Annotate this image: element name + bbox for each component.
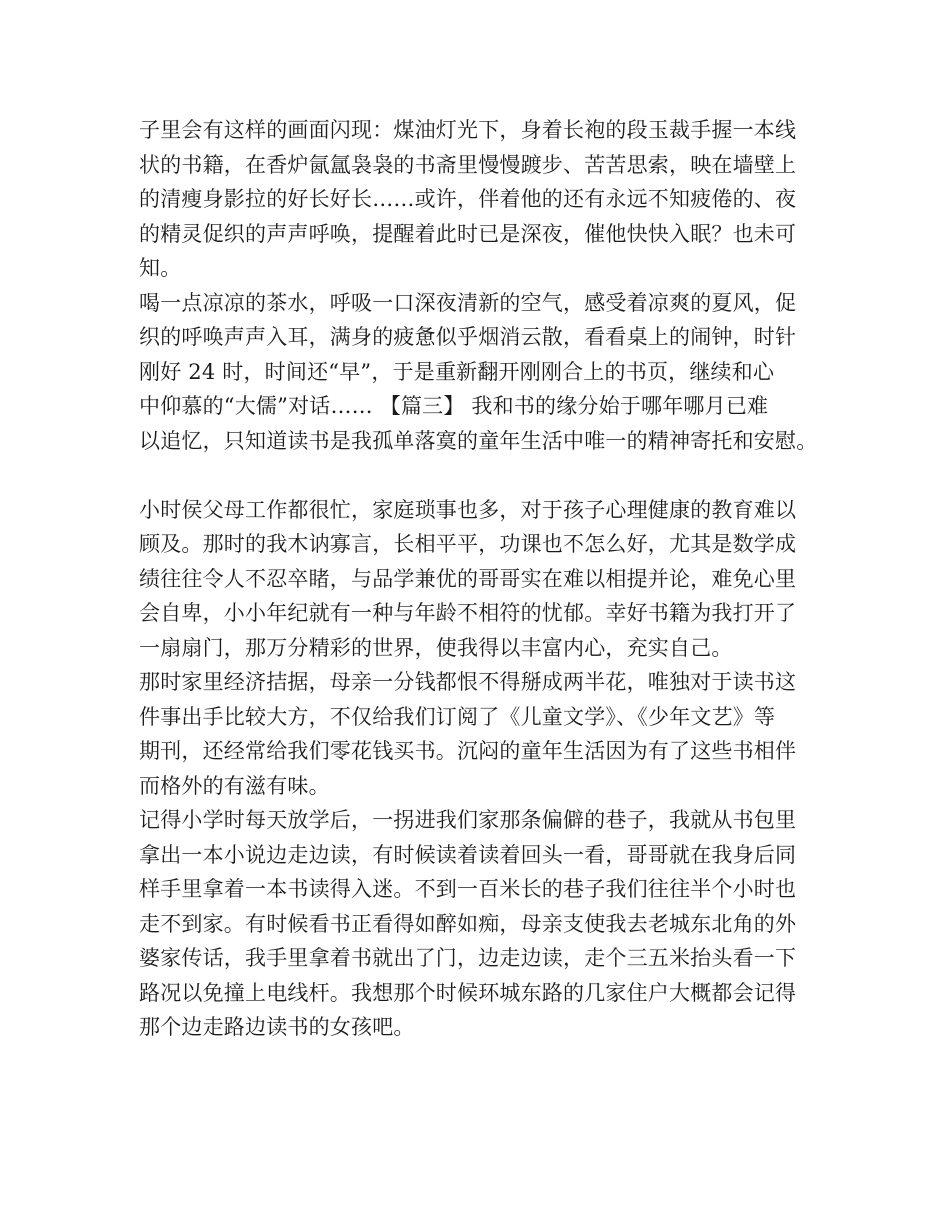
text-line: 样手里拿着一本书读得入迷。不到一百米长的巷子我们往往半个小时也	[139, 877, 797, 901]
text-line: 喝一点凉凉的茶水，呼吸一口深夜清新的空气，感受着凉爽的夏风，促	[139, 290, 797, 315]
text-line: 的精灵促织的声声呼唤，提醒着此时已是深夜，催他快快入眠？也未可	[139, 221, 797, 246]
text-line: 知。	[139, 256, 182, 280]
text-line: 状的书籍，在香炉氤氲袅袅的书斋里慢慢踱步、苦苦思索，映在墙壁上	[139, 152, 797, 177]
text-line: 件事出手比较大方，不仅给我们订阅了《儿童文学》、《少年文艺》等	[139, 704, 776, 729]
text-line: 记得小学时每天放学后，一拐进我们家那条偏僻的巷子，我就从书包里	[139, 808, 797, 832]
text-line: 刚好 24 时，时间还“早”，于是重新翻开刚刚合上的书页，继续和心	[139, 359, 775, 384]
text-line: 那时家里经济拮据，母亲一分钱都恨不得掰成两半花，唯独对于读书这	[139, 670, 797, 694]
text-line: 以追忆，只知道读书是我孤单落寞的童年生活中唯一的精神寄托和安慰。	[139, 428, 818, 453]
text-line: 一扇扇门，那万分精彩的世界，使我得以丰富内心，充实自己。	[139, 635, 733, 660]
text-line: 走不到家。有时候看书正看得如醉如痴，母亲支使我去老城东北角的外	[139, 911, 797, 936]
text-line: 织的呼唤声声入耳，满身的疲惫似乎烟消云散，看看桌上的闹钟，时针	[139, 325, 797, 349]
text-line: 绩往往令人不忍卒睹，与品学兼优的哥哥实在难以相提并论，难免心里	[139, 566, 797, 591]
text-line: 顾及。那时的我木讷寡言，长相平平，功课也不怎么好，尤其是数学成	[139, 532, 797, 556]
text-line: 那个边走路边读书的女孩吧。	[139, 1015, 415, 1039]
text-line: 期刊，还经常给我们零花钱买书。沉闷的童年生活因为有了这些书相伴	[139, 739, 797, 763]
text-line: 婆家传话，我手里拿着书就出了门，边走边读，走个三五米抬头看一下	[139, 946, 797, 970]
text-line: 中仰慕的“大儒”对话…… 【篇三】 我和书的缘分始于哪年哪月已难	[139, 394, 769, 418]
text-line: 的清瘦身影拉的好长好长……或许，伴着他的还有永远不知疲倦的、夜	[139, 187, 797, 211]
body-text	[139, 113, 829, 1045]
text-line: 子里会有这样的画面闪现：煤油灯光下，身着长袍的段玉裁手握一本线	[139, 118, 797, 142]
text-line: 小时侯父母工作都很忙，家庭琐事也多，对于孩子心理健康的教育难以	[139, 497, 797, 522]
text-line: 路况以免撞上电线杆。我想那个时候环城东路的几家住户大概都会记得	[139, 980, 797, 1005]
text-line: 而格外的有滋有味。	[139, 773, 330, 798]
text-line: 拿出一本小说边走边读，有时候读着读着回头一看，哥哥就在我身后同	[139, 842, 797, 867]
paragraph-spacer	[139, 458, 829, 493]
text-line: 会自卑，小小年纪就有一种与年龄不相符的忧郁。幸好书籍为我打开了	[139, 601, 797, 625]
